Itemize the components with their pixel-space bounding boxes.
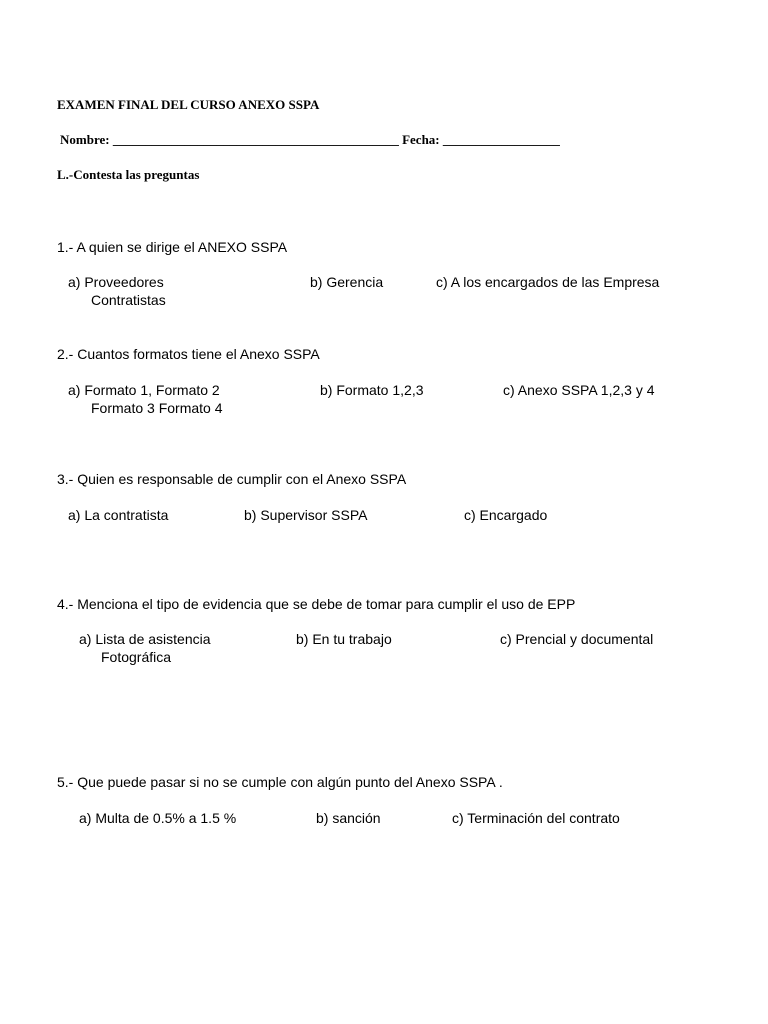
- question-3-option-b: b) Supervisor SSPA: [244, 507, 368, 523]
- question-2-option-a: a) Formato 1, Formato 2: [68, 382, 220, 398]
- question-5: 5.- Que puede pasar si no se cumple con algún punto del Anexo SSPA .: [57, 774, 503, 790]
- question-1-option-b: b) Gerencia: [310, 274, 384, 290]
- question-2-option-b: b) Formato 1,2,3: [320, 382, 424, 398]
- name-date-line: Nombre: ____________________________________________ Fecha: __________________: [60, 132, 560, 147]
- question-1-option-a: a) Proveedores: [68, 274, 164, 290]
- question-2: 2.- Cuantos formatos tiene el Anexo SSPA: [57, 346, 320, 362]
- exam-title: EXAMEN FINAL DEL CURSO ANEXO SSPA: [57, 97, 320, 112]
- question-4-option-a-continuation: Fotográfica: [101, 649, 172, 665]
- question-5-option-a: a) Multa de 0.5% a 1.5 %: [79, 810, 237, 826]
- question-2-option-c: c) Anexo SSPA 1,2,3 y 4: [503, 382, 655, 398]
- question-3: 3.- Quien es responsable de cumplir con el Anexo SSPA: [57, 471, 407, 487]
- question-3-option-a: a) La contratista: [68, 507, 169, 523]
- question-5-option-c: c) Terminación del contrato: [452, 810, 620, 826]
- question-1-option-c: c) A los encargados de las Empresa: [436, 274, 660, 290]
- question-1-option-a-continuation: Contratistas: [91, 292, 166, 308]
- question-3-option-c: c) Encargado: [464, 507, 548, 523]
- question-4-option-b: b) En tu trabajo: [296, 631, 392, 647]
- instruction: L.-Contesta las preguntas: [57, 167, 200, 182]
- question-4: 4.- Menciona el tipo de evidencia que se debe de tomar para cumplir el uso de EPP: [57, 596, 576, 612]
- question-4-option-a: a) Lista de asistencia: [79, 631, 211, 647]
- question-4-option-c: c) Prencial y documental: [500, 631, 654, 647]
- question-1: 1.- A quien se dirige el ANEXO SSPA: [57, 239, 288, 255]
- question-5-option-b: b) sanción: [316, 810, 381, 826]
- question-2-option-a-continuation: Formato 3 Formato 4: [91, 400, 223, 416]
